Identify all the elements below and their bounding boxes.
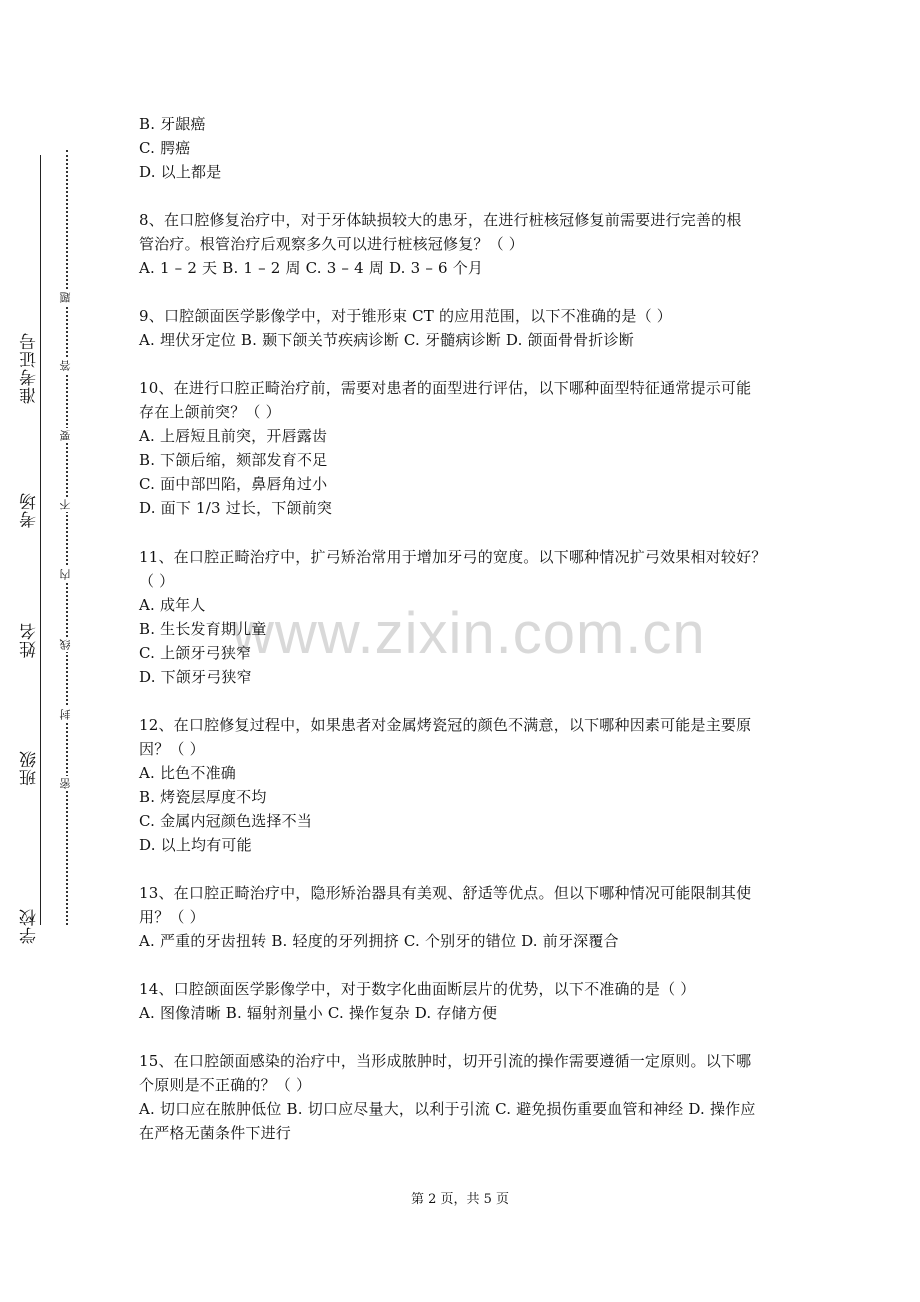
question-9-stem: 9、口腔颌面医学影像学中，对于锥形束 CT 的应用范围，以下不准确的是（ ）	[139, 307, 672, 325]
option-line: D. 下颌牙弓狭窄	[139, 668, 252, 686]
question-11-stem: （ ）	[139, 572, 175, 590]
seal-dotted-line	[66, 150, 68, 925]
seal-char: 答	[59, 360, 72, 371]
question-15-stem: 15、在口腔颌面感染的治疗中，当形成脓肿时，切开引流的操作需要遵循一定原则。以下哪	[139, 1052, 752, 1070]
exam-id-label: 准考证号	[20, 332, 40, 404]
option-line: D. 以上都是	[139, 163, 222, 181]
question-15-stem: 个原则是不正确的？（ ）	[139, 1076, 312, 1094]
question-10-stem: 存在上颌前突？（ ）	[139, 403, 281, 421]
watermark: www.zixin.com.cn	[232, 601, 706, 666]
binding-solid-line	[40, 155, 41, 925]
option-line: D. 面下 1/3 过长，下颌前突	[139, 499, 333, 517]
seal-char: 线	[59, 639, 72, 650]
question-10-stem: 10、在进行口腔正畸治疗前，需要对患者的面型进行评估，以下哪种面型特征通常提示可能	[139, 379, 752, 397]
class-label: 班级	[20, 750, 40, 786]
option-line: A. 成年人	[139, 596, 206, 614]
question-12-stem: 因？（ ）	[139, 740, 205, 758]
option-line: B. 下颌后缩，颏部发育不足	[139, 451, 328, 469]
question-13-stem: 用？（ ）	[139, 908, 205, 926]
option-line: B. 牙龈癌	[139, 115, 206, 133]
name-label: 姓名	[20, 622, 40, 658]
question-8-stem: 8、在口腔修复治疗中，对于牙体缺损较大的患牙，在进行桩核冠修复前需要进行完善的根	[139, 211, 742, 229]
question-13-stem: 13、在口腔正畸治疗中，隐形矫治器具有美观、舒适等优点。但以下哪种情况可能限制其使	[139, 884, 752, 902]
seal-char: 内	[59, 569, 72, 580]
question-12-stem: 12、在口腔修复过程中，如果患者对金属烤瓷冠的颜色不满意，以下哪种因素可能是主要原	[139, 716, 752, 734]
option-line: B. 烤瓷层厚度不均	[139, 788, 267, 806]
question-8-stem: 管治疗。根管治疗后观察多久可以进行桩核冠修复？（ ）	[139, 235, 524, 253]
seal-char: 要	[59, 430, 72, 441]
question-9-options: A. 埋伏牙定位 B. 颞下颌关节疾病诊断 C. 牙髓病诊断 D. 颌面骨骨折诊断	[139, 331, 634, 349]
option-line: D. 以上均有可能	[139, 836, 252, 854]
option-line: C. 面中部凹陷，鼻唇角过小	[139, 475, 328, 493]
seal-char: 题	[59, 292, 72, 303]
binding-margin	[0, 0, 110, 1302]
seal-char: 密	[59, 778, 72, 789]
seal-char: 封	[59, 709, 72, 720]
option-line: C. 腭癌	[139, 139, 191, 157]
exam-room-label: 考场	[20, 492, 40, 528]
school-label: 学校	[20, 908, 40, 944]
question-15-options: 在严格无菌条件下进行	[139, 1124, 292, 1142]
question-11-stem: 11、在口腔正畸治疗中，扩弓矫治常用于增加牙弓的宽度。以下哪种情况扩弓效果相对较好？	[139, 548, 767, 566]
option-line: A. 上唇短且前突，开唇露齿	[139, 427, 328, 445]
question-14-options: A. 图像清晰 B. 辐射剂量小 C. 操作复杂 D. 存储方便	[139, 1004, 498, 1022]
option-line: B. 生长发育期儿童	[139, 620, 267, 638]
option-line: A. 比色不准确	[139, 764, 236, 782]
question-8-options: A. 1 – 2 天 B. 1 – 2 周 C. 3 – 4 周 D. 3 – 6 个月	[139, 259, 484, 277]
question-15-options: A. 切口应在脓肿低位 B. 切口应尽量大，以利于引流 C. 避免损伤重要血管和神经 D. 操作应	[139, 1100, 756, 1118]
question-14-stem: 14、口腔颌面医学影像学中，对于数字化曲面断层片的优势，以下不准确的是（ ）	[139, 980, 696, 998]
page-footer: 第 2 页，共 5 页	[410, 1192, 510, 1207]
question-13-options: A. 严重的牙齿扭转 B. 轻度的牙列拥挤 C. 个别牙的错位 D. 前牙深覆合	[139, 932, 619, 950]
option-line: C. 上颌牙弓狭窄	[139, 644, 252, 662]
seal-char: 不	[59, 499, 72, 510]
option-line: C. 金属内冠颜色选择不当	[139, 812, 313, 830]
